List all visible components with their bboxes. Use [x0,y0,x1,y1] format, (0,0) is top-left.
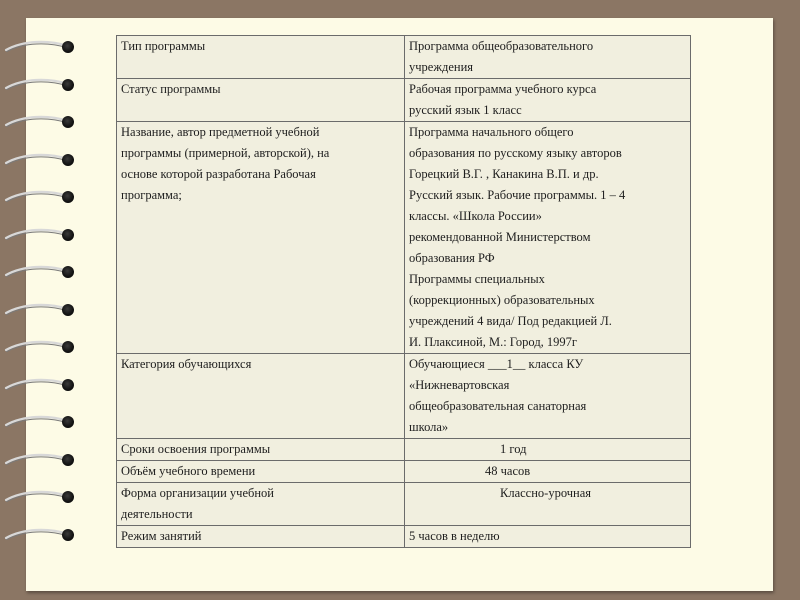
row-value: 5 часов в неделю [405,526,691,548]
row-label [117,122,405,354]
row-value-line: школа» [409,420,449,434]
binding-hole [62,341,74,353]
spiral-binding [0,0,60,600]
binding-hole [62,529,74,541]
row-label: Статус программы [117,79,405,122]
row-value-line: учреждения [409,60,474,74]
program-info-table [116,35,691,548]
row-label-line: Название, автор предметной учебной [121,125,320,139]
spiral-ring [4,151,70,165]
binding-hole [62,154,74,166]
binding-hole [62,229,74,241]
spiral-ring [4,38,70,52]
row-value-line: классы. «Школа России» [409,209,542,223]
row-label-line: программы (примерной, авторской), на [121,146,330,160]
row-value [405,122,691,354]
row-value-line: Горецкий В.Г. , Канакина В.П. и др. [409,167,599,181]
spiral-ring [4,76,70,90]
spiral-ring [4,451,70,465]
row-value: 1 год [405,439,691,461]
spiral-ring [4,113,70,127]
row-label: Режим занятий [117,526,405,548]
row-label-line: Форма организации учебной [121,486,274,500]
spiral-ring [4,188,70,202]
binding-hole [62,79,74,91]
row-value-line: (коррекционных) образовательных [409,293,595,307]
row-value-line: учреждений 4 вида/ Под редакцией Л. [409,314,612,328]
table-row [117,122,691,354]
binding-hole [62,416,74,428]
binding-hole [62,191,74,203]
row-value-line: Рабочая программа учебного курса [409,82,597,96]
binding-hole [62,116,74,128]
row-label-line: программа; [121,188,182,202]
row-value-line: Обучающиеся ___1__ класса КУ [409,357,584,371]
row-label-line: основе которой разработана Рабочая [121,167,316,181]
binding-hole [62,379,74,391]
binding-hole [62,304,74,316]
table-row [117,79,691,122]
table-row [117,36,691,79]
row-label [117,483,405,526]
row-label: Категория обучающихся [117,354,405,439]
binding-hole [62,266,74,278]
spiral-ring [4,488,70,502]
binding-hole [62,491,74,503]
binding-hole [62,41,74,53]
row-label: Тип программы [117,36,405,79]
spiral-ring [4,226,70,240]
row-label-line: деятельности [121,507,193,521]
row-value [405,36,691,79]
spiral-ring [4,526,70,540]
spiral-ring [4,263,70,277]
table-row [117,526,691,548]
binding-hole [62,454,74,466]
table-row [117,483,691,526]
row-value-line: Программы специальных [409,272,545,286]
row-value-line: рекомендованной Министерством [409,230,591,244]
table-row [117,461,691,483]
row-value [405,354,691,439]
table-row [117,439,691,461]
table-row [117,354,691,439]
spiral-ring [4,338,70,352]
row-value: Классно-урочная [405,483,691,526]
row-value-line: Русский язык. Рабочие программы. 1 – 4 [409,188,626,202]
spiral-ring [4,413,70,427]
spiral-ring [4,301,70,315]
row-value-line: Программа начального общего [409,125,574,139]
spiral-ring [4,376,70,390]
row-value-line: «Нижневартовская [409,378,510,392]
row-value-line: общеобразовательная санаторная [409,399,587,413]
row-value-line: И. Плаксиной, М.: Город, 1997г [409,335,578,349]
row-value-line: образования РФ [409,251,495,265]
row-label: Объём учебного времени [117,461,405,483]
row-value-line: русский язык 1 класс [409,103,522,117]
row-label: Сроки освоения программы [117,439,405,461]
row-value-line: Программа общеобразовательного [409,39,594,53]
row-value: 48 часов [405,461,691,483]
row-value [405,79,691,122]
row-value-line: образования по русскому языку авторов [409,146,622,160]
